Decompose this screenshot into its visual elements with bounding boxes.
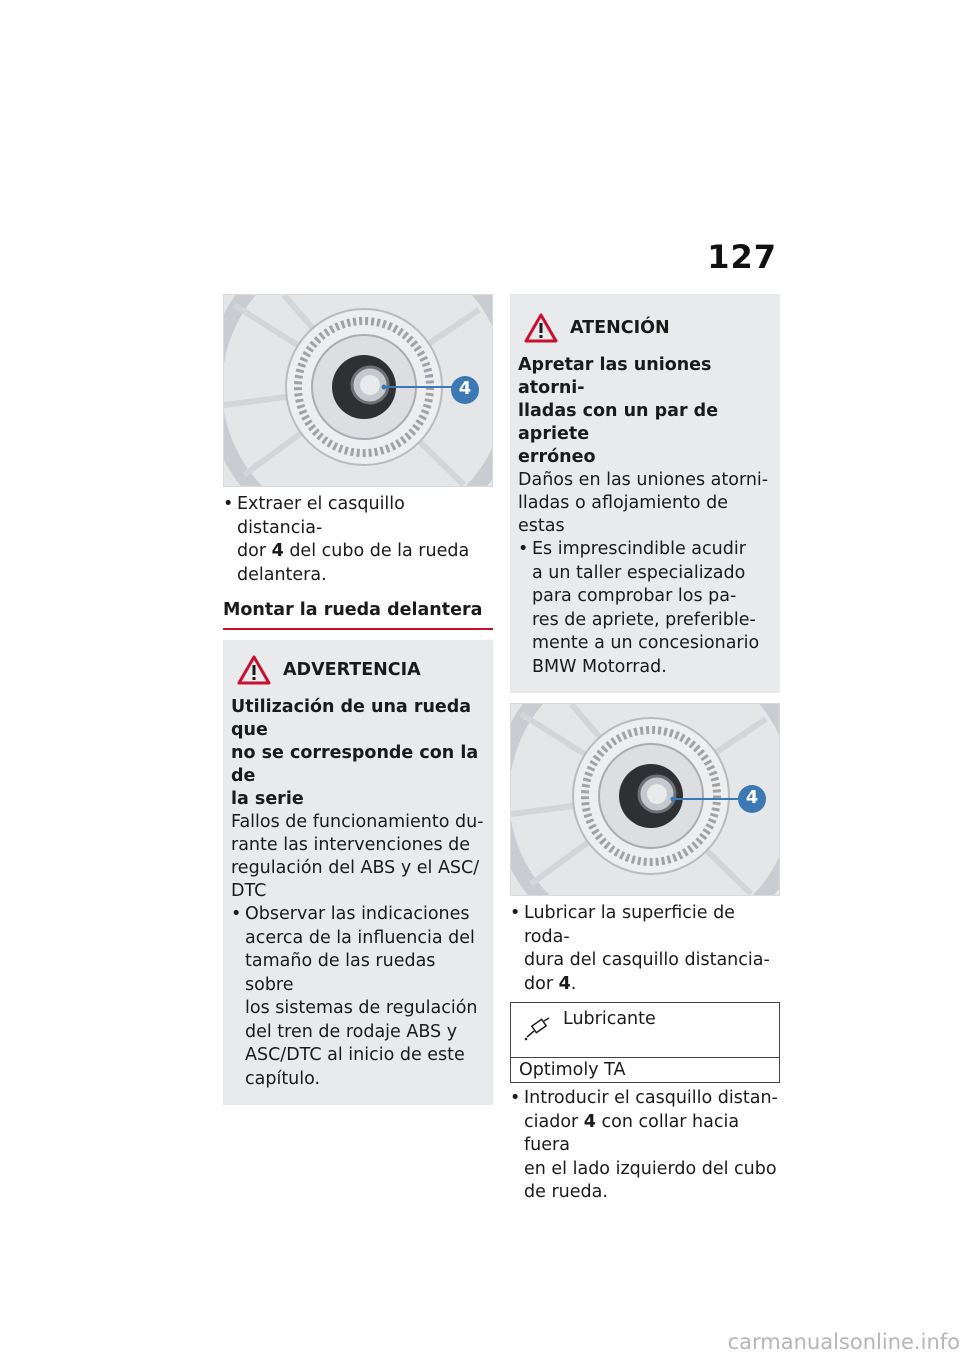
warning-bullet-line: del tren de rodaje ABS y — [245, 1021, 458, 1042]
bullet-dot: • — [510, 1088, 521, 1108]
caution-title: ATENCIÓN — [570, 318, 670, 338]
step-remove-sleeve — [223, 493, 493, 587]
warning-strong-line: no se corresponde con la de — [231, 743, 479, 786]
lubricant-header — [511, 1003, 779, 1058]
step-insert-line-2-post: con collar hacia fuera — [524, 1111, 740, 1155]
step-remove-line-2-post: del cubo de la rueda — [283, 541, 470, 561]
lubricant-icon — [523, 1017, 553, 1041]
step-insert-ref: 4 — [583, 1111, 596, 1132]
caution-strong-text — [518, 354, 772, 469]
warning-text-line: rante las intervenciones de — [231, 835, 471, 855]
step-remove-line-1: Extraer el casquillo distancia- — [237, 494, 405, 538]
warning-triangle-icon — [237, 654, 271, 686]
step-insert-line-4: de rueda. — [524, 1182, 608, 1202]
warning-text — [231, 811, 485, 903]
warning-bullet-line: tamaño de las ruedas sobre — [245, 951, 436, 995]
step-remove-line-2 — [237, 540, 493, 564]
step-remove-line-3: delantera. — [237, 564, 327, 585]
bullet-dot: • — [231, 904, 242, 924]
step-lubricate-line-2: dura del casquillo distancia- — [524, 950, 770, 970]
warning-bullet-line: los sistemas de regulación — [245, 998, 478, 1018]
watermark: carmanualsonline.info — [727, 1330, 960, 1354]
warning-bullet — [231, 903, 485, 1091]
caution-bullet-line: para comprobar los pa- — [532, 586, 737, 606]
callout-number-4: 4 — [458, 378, 472, 399]
wheel-hub-figure — [223, 294, 493, 487]
section-heading: Montar la rueda delantera — [223, 599, 493, 630]
lubricant-label: Lubricante — [563, 1009, 656, 1029]
warning-text-line: DTC — [231, 881, 267, 901]
bullet-dot: • — [510, 903, 521, 923]
right-column — [510, 294, 780, 1205]
caution-bullet-line: Es imprescindible acudir — [532, 539, 746, 559]
warning-triangle-icon — [524, 312, 558, 344]
warning-box — [223, 640, 493, 1105]
caution-bullet-line: mente a un concesionario — [532, 633, 760, 653]
warning-strong-line: Utilización de una rueda que — [231, 697, 472, 740]
warning-text-line: Fallos de funcionamiento du- — [231, 812, 484, 832]
step-remove-spacer — [223, 493, 493, 587]
warning-bullet-line: ASC/DTC al inicio de este — [245, 1045, 465, 1065]
warning-strong-text — [231, 696, 485, 811]
step-lubricate-line-3 — [524, 973, 780, 997]
step-insert-line-2-pre: ciador — [524, 1111, 584, 1132]
step-insert-wrap — [510, 1087, 780, 1205]
caution-title-row — [524, 310, 772, 346]
caution-text-line: lladas o aflojamiento de estas — [518, 493, 729, 536]
step-insert-line-1: Introducir el casquillo distan- — [524, 1088, 778, 1108]
left-column — [223, 294, 493, 1105]
warning-bullet-line: acerca de la influencia del — [245, 927, 475, 948]
warning-bullet-line: capítulo. — [245, 1068, 321, 1089]
caution-strong-line: lladas con un par de apriete — [518, 401, 719, 444]
caution-bullet-line: BMW Motorrad. — [532, 656, 667, 677]
warning-title: ADVERTENCIA — [283, 660, 421, 680]
caution-strong-line: Apretar las uniones atorni- — [518, 355, 712, 398]
step-lubricate-line-3-pre: dor — [524, 973, 559, 994]
step-lubricate-ref: 4 — [558, 973, 571, 994]
callout-number-4: 4 — [745, 787, 759, 808]
warning-text-line: regulación del ABS y el ASC/ — [231, 858, 480, 878]
warning-strong-line: la serie — [231, 789, 304, 809]
caution-text — [518, 469, 772, 538]
step-lubricate-line-1: Lubricar la superficie de roda- — [524, 903, 735, 947]
warning-bullet-line: Observar las indicaciones — [245, 904, 470, 924]
bullet-dot: • — [518, 539, 529, 559]
step-insert-line-2 — [524, 1111, 780, 1158]
page-number: 127 — [707, 238, 777, 276]
step-insert — [510, 1087, 780, 1205]
wheel-hub-figure — [510, 703, 780, 896]
bullet-dot: • — [223, 494, 234, 514]
lubricant-table — [510, 1002, 780, 1083]
caution-bullet-line: a un taller especializado — [532, 562, 746, 583]
caution-bullet-line: res de apriete, preferible- — [532, 609, 756, 630]
step-lubricate-wrap — [510, 902, 780, 996]
caution-text-line: Daños en las uniones atorni- — [518, 470, 769, 490]
step-remove-ref: 4 — [271, 541, 284, 561]
caution-strong-line: erróneo — [518, 447, 596, 467]
step-lubricate — [510, 902, 780, 996]
step-lubricate-line-3-post: . — [570, 973, 577, 994]
warning-title-row — [237, 652, 485, 688]
caution-box — [510, 294, 780, 693]
caution-bullet — [518, 538, 772, 679]
step-remove-line-2-pre: dor — [237, 541, 272, 561]
step-insert-line-3: en el lado izquierdo del cubo — [524, 1158, 777, 1179]
lubricant-value: Optimoly TA — [519, 1060, 626, 1080]
